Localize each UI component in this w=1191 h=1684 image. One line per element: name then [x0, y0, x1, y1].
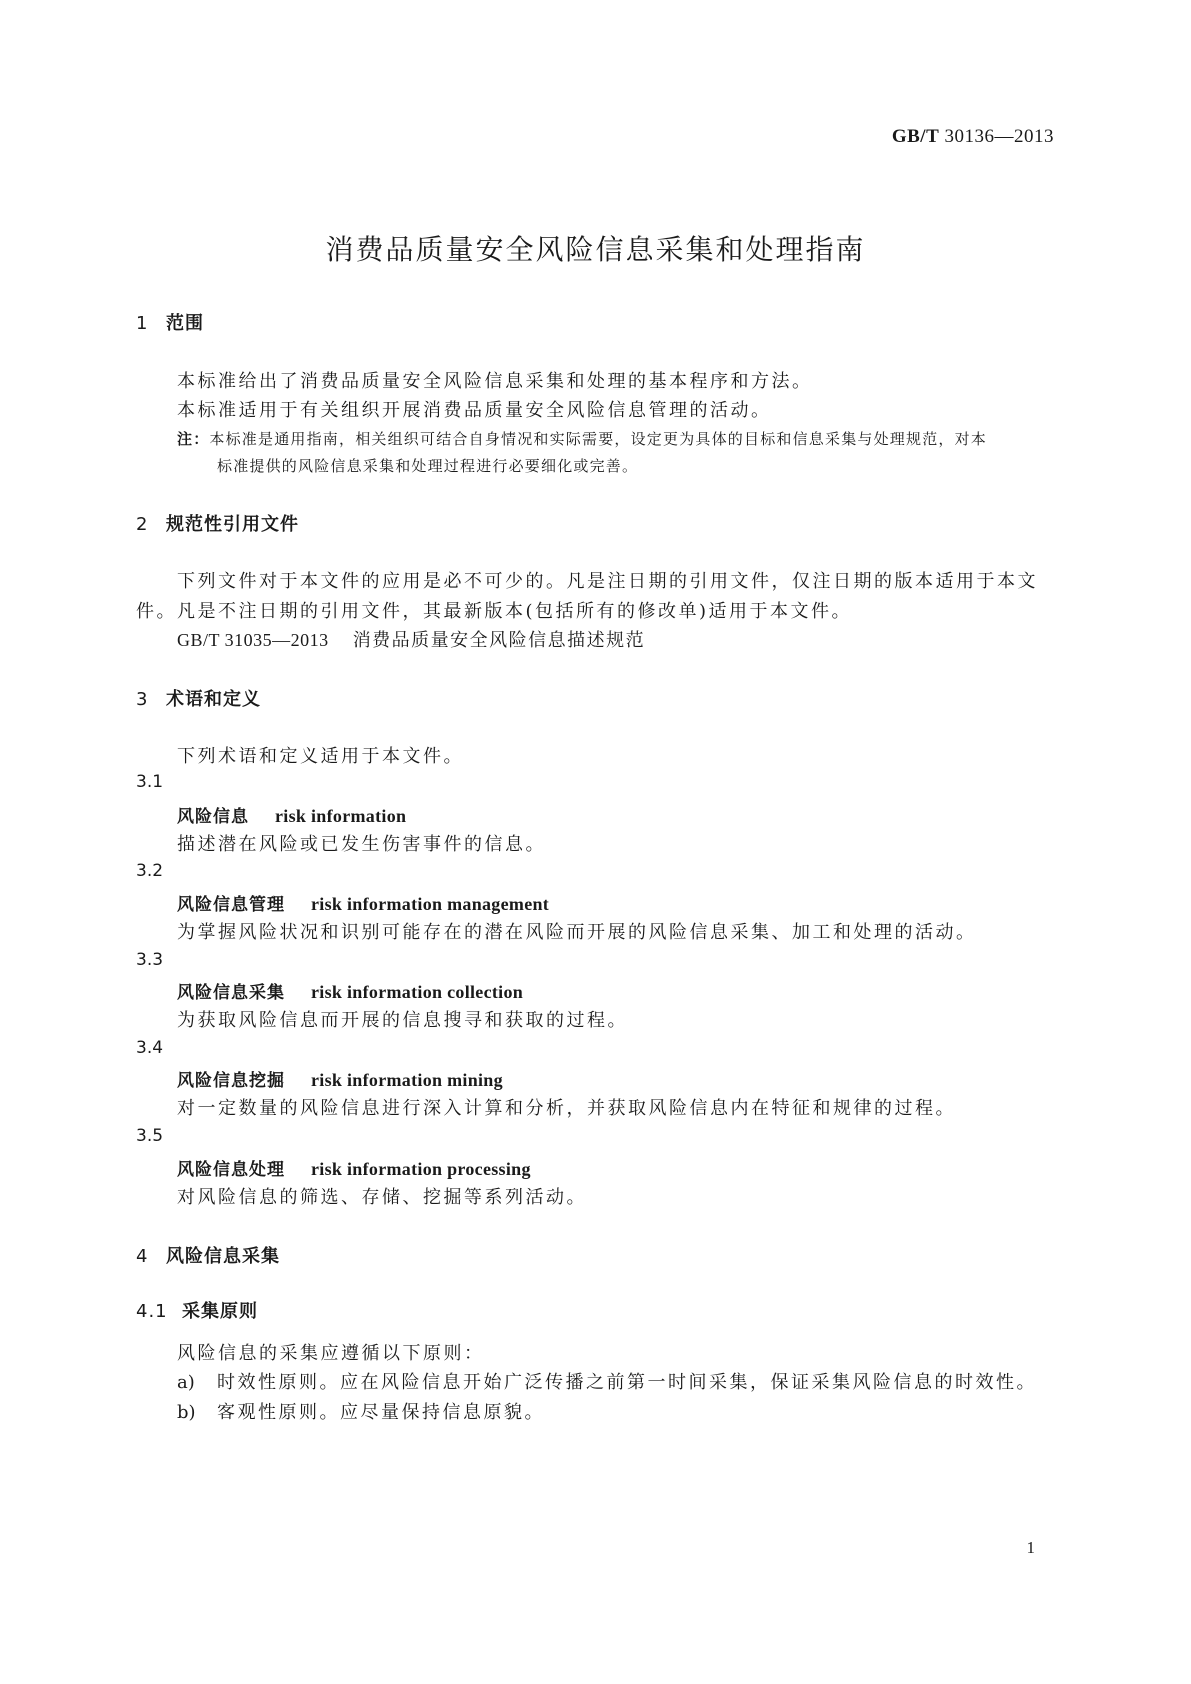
term-heading: 风险信息管理 risk information management: [177, 894, 550, 915]
page-number: 1: [1026, 1538, 1035, 1557]
term-number: 3.4: [136, 1038, 164, 1058]
term-number: 3.5: [136, 1126, 164, 1146]
subsection-4-1-heading: 4.1 采集原则: [136, 1301, 258, 1322]
term-number: 3.2: [136, 861, 164, 881]
term-definition: 描述潜在风险或已发生伤害事件的信息。: [177, 834, 546, 855]
section-1-paragraph-1: 本标准给出了消费品质量安全风险信息采集和处理的基本程序和方法。: [177, 371, 813, 392]
section-4-heading: 4 风险信息采集: [136, 1246, 280, 1267]
term-number: 3.3: [136, 950, 164, 970]
normative-reference: GB/T 31035—2013 消费品质量安全风险信息描述规范: [177, 630, 646, 651]
subsection-4-1-intro: 风险信息的采集应遵循以下原则：: [177, 1343, 485, 1364]
term-definition: 为获取风险信息而开展的信息搜寻和获取的过程。: [177, 1010, 628, 1031]
list-item: b) 客观性原则。应尽量保持信息原貌。: [177, 1402, 545, 1423]
standard-code: GB/T 30136—2013: [891, 126, 1054, 147]
section-1-note: 注：本标准是通用指南，相关组织可结合自身情况和实际需要，设定更为具体的目标和信息采集与处理规范，对本: [177, 430, 988, 448]
term-definition: 为掌握风险状况和识别可能存在的潜在风险而开展的风险信息采集、加工和处理的活动。: [177, 922, 977, 943]
section-2-heading: 2 规范性引用文件: [136, 514, 299, 535]
section-2-paragraph-line-1: 下列文件对于本文件的应用是必不可少的。凡是注日期的引用文件，仅注日期的版本适用于本文: [177, 571, 1038, 592]
term-definition: 对一定数量的风险信息进行深入计算和分析，并获取风险信息内在特征和规律的过程。: [177, 1098, 956, 1119]
term-heading: 风险信息采集 risk information collection: [177, 982, 524, 1003]
term-heading: 风险信息 risk information: [177, 806, 407, 827]
section-2-paragraph-line-2: 件。凡是不注日期的引用文件，其最新版本(包括所有的修改单)适用于本文件。: [136, 601, 853, 622]
section-3-heading: 3 术语和定义: [136, 689, 261, 710]
document-title: 消费品质量安全风险信息采集和处理指南: [325, 233, 866, 266]
term-heading: 风险信息挖掘 risk information mining: [177, 1070, 503, 1091]
term-definition: 对风险信息的筛选、存储、挖掘等系列活动。: [177, 1187, 587, 1208]
term-heading: 风险信息处理 risk information processing: [177, 1159, 531, 1180]
section-1-paragraph-2: 本标准适用于有关组织开展消费品质量安全风险信息管理的活动。: [177, 400, 772, 421]
section-1-heading: 1 范围: [136, 313, 204, 334]
section-3-intro: 下列术语和定义适用于本文件。: [177, 746, 464, 767]
term-number: 3.1: [136, 772, 164, 792]
list-item: a) 时效性原则。应在风险信息开始广泛传播之前第一时间采集，保证采集风险信息的时效性。: [177, 1372, 1037, 1393]
section-1-note-cont: 标准提供的风险信息采集和处理过程进行必要细化或完善。: [217, 457, 639, 475]
